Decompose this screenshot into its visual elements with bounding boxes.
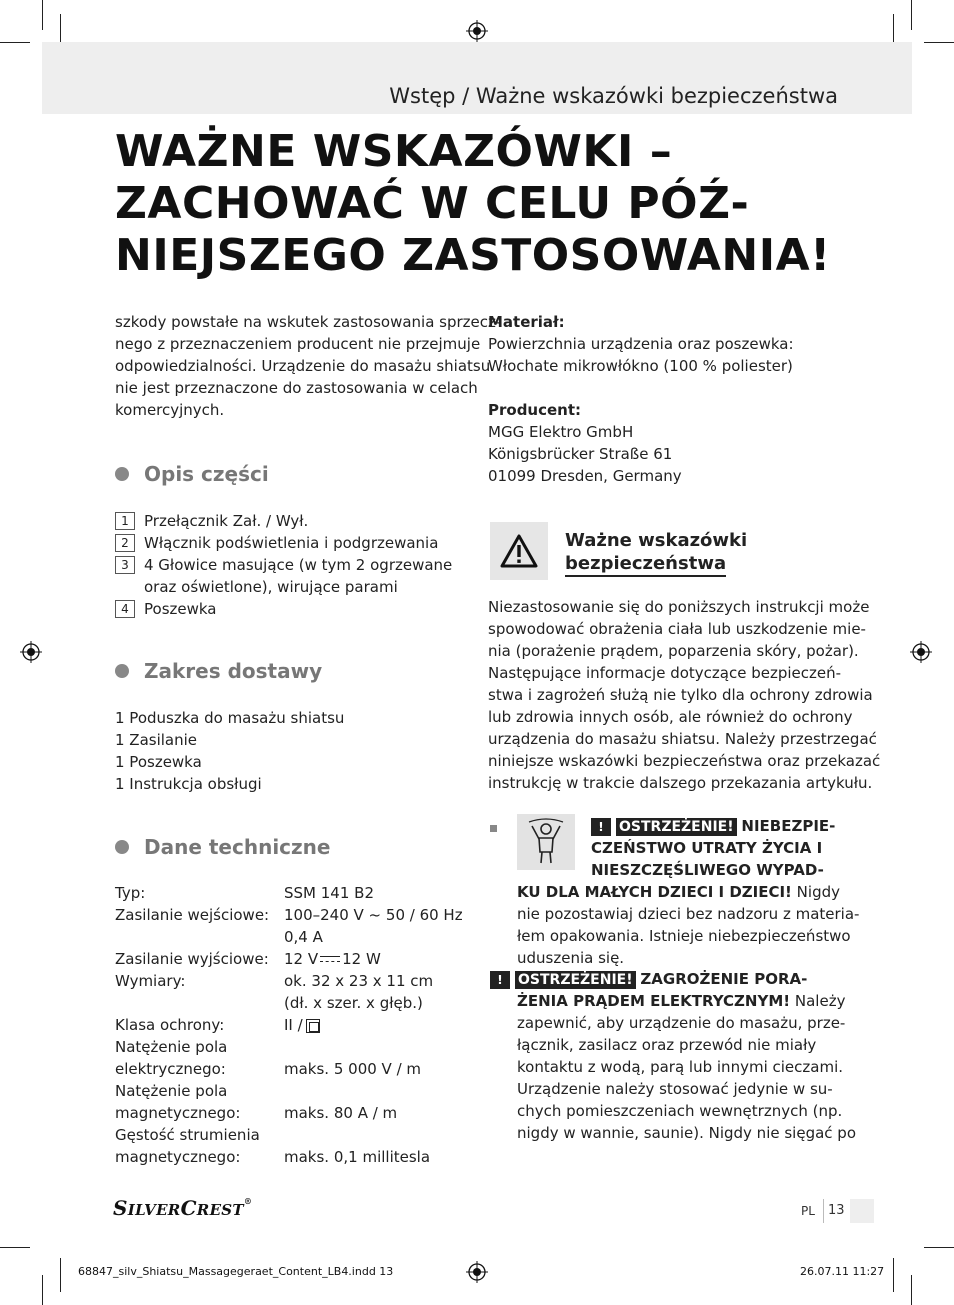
text-line: stwa i zagrożeń służą nie tylko dla ochrony zdrowia: [488, 686, 873, 704]
tech-label: Zasilanie wyjściowe:: [115, 950, 269, 968]
text-line: Niezastosowanie się do poniższych instrukcji może: [488, 598, 870, 616]
logo-text: ILVER: [127, 1201, 181, 1219]
tech-label: Typ:: [115, 884, 146, 902]
text-line: łącznik, zasilacz oraz przewód nie miały: [517, 1036, 817, 1054]
crop-mark: [924, 1247, 954, 1248]
warning-bold-text: NIESZCZĘŚLIWEGO WYPAD-: [591, 861, 824, 879]
tech-label: elektrycznego:: [115, 1060, 226, 1078]
text-line: urządzenia do masażu shiatsu. Należy przestrzegać: [488, 730, 877, 748]
text-line: spowodować obrażenia ciała lub uszkodzenie mie-: [488, 620, 866, 638]
warning-tag: [490, 971, 636, 989]
warning-triangle-icon: [500, 534, 538, 568]
warning-bold-text: CZEŃSTWO UTRATY ŻYCIA I: [591, 839, 823, 857]
safety-paragraph: [488, 596, 881, 794]
part-label: Poszewka: [144, 600, 217, 618]
list-item: 1 Poszewka: [115, 753, 202, 771]
crop-mark: [911, 1275, 912, 1305]
text-line: zapewnić, aby urządzenie do masażu, prze-: [517, 1014, 846, 1032]
part-number: [115, 578, 135, 596]
part-number: 1: [115, 512, 135, 530]
warning-line: [517, 881, 847, 903]
warning-line: [517, 815, 847, 837]
silvercrest-logo: [113, 1196, 252, 1220]
logo-text: S: [113, 1196, 128, 1220]
tech-value: [284, 948, 381, 970]
list-item: [115, 598, 475, 620]
warning-children: [517, 815, 860, 969]
text-line: nego z przeznaczeniem producent nie przejmuje: [115, 335, 481, 353]
warning-bold-text: KU DLA MAŁYCH DZIECI I DZIECI!: [517, 883, 792, 901]
print-filename: 68847_silv_Shiatsu_Massagegeraet_Content_LB4.indd 13: [78, 1265, 394, 1278]
tech-value: maks. 0,1 millitesla: [284, 1148, 431, 1166]
crop-mark: [0, 1247, 30, 1248]
tech-value: maks. 80 A / m: [284, 1104, 398, 1122]
text-line: instrukcję w trakcie dalszego przekazania artykułu.: [488, 774, 873, 792]
tech-value-power: 12 W: [342, 950, 381, 968]
text-line: Włochate mikrowłókno (100 % poliester): [488, 357, 793, 375]
logo-text: REST: [196, 1201, 244, 1219]
registration-mark-icon: [910, 641, 932, 663]
tech-table: [115, 882, 475, 1168]
list-item: 1 Instrukcja obsługi: [115, 775, 262, 793]
warning-box: [490, 522, 548, 580]
protection-class-icon: [306, 1019, 320, 1033]
bullet-dot-icon: [115, 467, 129, 481]
tech-label: magnetycznego:: [115, 1148, 241, 1166]
warning-bold-text: NIEBEZPIE-: [741, 817, 836, 835]
warning-label: OSTRZEŻENIE!: [515, 971, 636, 989]
material-block: [488, 311, 848, 487]
warning-label: OSTRZEŻENIE!: [616, 818, 737, 836]
warning-text: Należy: [790, 992, 846, 1010]
warning-line: [490, 990, 850, 1012]
page-title: [115, 126, 895, 282]
print-timestamp: 26.07.11 11:27: [800, 1265, 885, 1278]
text-line: komercyjnych.: [115, 401, 225, 419]
text-line: chych pomieszczeniach wewnętrznych (np.: [517, 1102, 843, 1120]
tech-value: (dł. x szer. x głęb.): [284, 994, 423, 1012]
list-item: [115, 576, 475, 598]
text-line: łem opakowania. Istnieje niebezpieczeństwo: [517, 927, 851, 945]
table-row: [115, 1058, 475, 1080]
text-line: nigdy w wannie, saunie). Nigdy nie sięgać po: [517, 1124, 856, 1142]
registration-mark-icon: [466, 20, 488, 42]
part-label: Włącznik podświetlenia i podgrzewania: [144, 534, 439, 552]
crop-mark: [893, 1258, 894, 1292]
logo-text: C: [180, 1196, 197, 1220]
text-line: Königsbrücker Straße 61: [488, 445, 673, 463]
registration-mark-icon: [466, 1261, 488, 1283]
table-row: [115, 1124, 475, 1146]
table-row: [115, 882, 475, 904]
tech-value: [284, 1014, 320, 1036]
crop-mark: [911, 0, 912, 30]
tech-label: magnetycznego:: [115, 1104, 241, 1122]
part-label: 4 Głowice masujące (w tym 2 ogrzewane: [144, 556, 453, 574]
warning-bold-text: ŻENIA PRĄDEM ELEKTRYCZNYM!: [517, 992, 791, 1010]
tech-value: 0,4 A: [284, 928, 323, 946]
text-line: Urządzenie należy stosować jedynie w su-: [517, 1080, 833, 1098]
warning-text: Nigdy: [791, 883, 840, 901]
text-line: szkody powstałe na wskutek zastosowania sprzecz-: [115, 313, 502, 331]
section-heading: Opis części: [144, 462, 269, 486]
crop-mark: [924, 42, 954, 43]
tech-value: maks. 5 000 V / m: [284, 1060, 422, 1078]
list-item: [115, 510, 475, 532]
tech-heading: [115, 835, 330, 859]
tech-value: ok. 32 x 23 x 11 cm: [284, 972, 434, 990]
tech-label: Zasilanie wejściowe:: [115, 906, 270, 924]
part-label: oraz oświetlone), wirujące parami: [144, 578, 398, 596]
list-item: [115, 554, 475, 576]
bullet-dot-icon: [115, 664, 129, 678]
bullet-square-icon: [490, 825, 497, 832]
warning-mini-icon: !: [490, 971, 510, 989]
page-number: 13: [828, 1203, 845, 1218]
text-line: 01099 Dresden, Germany: [488, 467, 682, 485]
text-line: kontaktu z wodą, parą lub innymi cieczami.: [517, 1058, 844, 1076]
section-heading: Zakres dostawy: [144, 659, 323, 683]
text-line: nia (porażenie prądem, poparzenia skóry, pożar).: [488, 642, 859, 660]
delivery-heading: [115, 659, 322, 683]
table-row: [115, 904, 475, 926]
spacer: [488, 377, 848, 399]
table-row: [115, 948, 475, 970]
page-title-line: WAŻNE WSKAZÓWKI –: [115, 126, 673, 177]
table-row: [115, 1146, 475, 1168]
text-line: MGG Elektro GmbH: [488, 423, 634, 441]
page-title-line: NIEJSZEGO ZASTOSOWANIA!: [115, 230, 831, 281]
page-tab: [850, 1199, 874, 1223]
list-item: [115, 532, 475, 554]
table-row: [115, 1036, 475, 1058]
part-number: 2: [115, 534, 135, 552]
header-title: Wstęp / Ważne wskazówki bezpieczeństwa: [389, 84, 838, 108]
table-row: [115, 992, 475, 1014]
safety-heading-line: bezpieczeństwa: [565, 552, 726, 577]
tech-label: Natężenie pola: [115, 1082, 228, 1100]
warning-electric: [490, 968, 856, 1144]
warning-tag: [591, 818, 737, 836]
tech-label: Gęstość strumienia: [115, 1126, 260, 1144]
intro-paragraph: [115, 311, 502, 421]
crop-mark: [42, 1275, 43, 1305]
tech-value: SSM 141 B2: [284, 884, 374, 902]
warning-bold-text: ZAGROŻENIE PORA-: [640, 970, 808, 988]
parts-heading: [115, 462, 269, 486]
producer-heading: Producent:: [488, 401, 582, 419]
text-line: Następujące informacje dotyczące bezpieczeń-: [488, 664, 842, 682]
part-label: Przełącznik Zał. / Wył.: [144, 512, 309, 530]
parts-list: [115, 510, 475, 620]
tech-value: 100–240 V ~ 50 / 60 Hz: [284, 906, 463, 924]
protection-class-text: II /: [284, 1016, 303, 1034]
list-item: 1 Poduszka do masażu shiatsu: [115, 709, 345, 727]
divider: [823, 1199, 824, 1223]
crop-mark: [0, 42, 30, 43]
warning-line: [490, 968, 850, 990]
text-line: uduszenia się.: [517, 949, 625, 967]
text-line: odpowiedzialności. Urządzenie do masażu shiatsu: [115, 357, 491, 375]
warning-mini-icon: !: [591, 818, 611, 836]
crop-mark: [60, 1258, 61, 1292]
text-line: Powierzchnia urządzenia oraz poszewka:: [488, 335, 794, 353]
tech-label: Wymiary:: [115, 972, 186, 990]
tech-label: [115, 992, 284, 1014]
table-row: [115, 1102, 475, 1124]
text-line: nie jest przeznaczone do zastosowania w celach: [115, 379, 478, 397]
language-code: PL: [801, 1204, 815, 1218]
tech-label: Natężenie pola: [115, 1038, 228, 1056]
bullet-dot-icon: [115, 840, 129, 854]
text-line: niniejsze wskazówki bezpieczeństwa oraz przekazać: [488, 752, 881, 770]
dc-symbol-icon: [320, 955, 340, 965]
text-line: nie pozostawiaj dzieci bez nadzoru z materia-: [517, 905, 860, 923]
tech-value-voltage: 12 V: [284, 950, 319, 968]
list-item: 1 Zasilanie: [115, 731, 198, 749]
table-row: [115, 1014, 475, 1036]
part-number: 4: [115, 600, 135, 618]
tech-label: Klasa ochrony:: [115, 1016, 225, 1034]
safety-heading: [565, 529, 747, 577]
table-row: [115, 1080, 475, 1102]
part-number: 3: [115, 556, 135, 574]
material-heading: Materiał:: [488, 313, 565, 331]
tech-label: [115, 926, 284, 948]
crop-mark: [42, 0, 43, 30]
table-row: [115, 970, 475, 992]
logo-text: ®: [243, 1196, 253, 1206]
text-line: lub zdrowia innych osób, ale również do ochrony: [488, 708, 853, 726]
registration-mark-icon: [20, 641, 42, 663]
section-heading: Dane techniczne: [144, 835, 331, 859]
table-row: [115, 926, 475, 948]
page-title-line: ZACHOWAĆ W CELU PÓŹ-: [115, 178, 750, 229]
safety-heading-line: Ważne wskazówki: [565, 530, 748, 551]
delivery-list: [115, 707, 344, 795]
